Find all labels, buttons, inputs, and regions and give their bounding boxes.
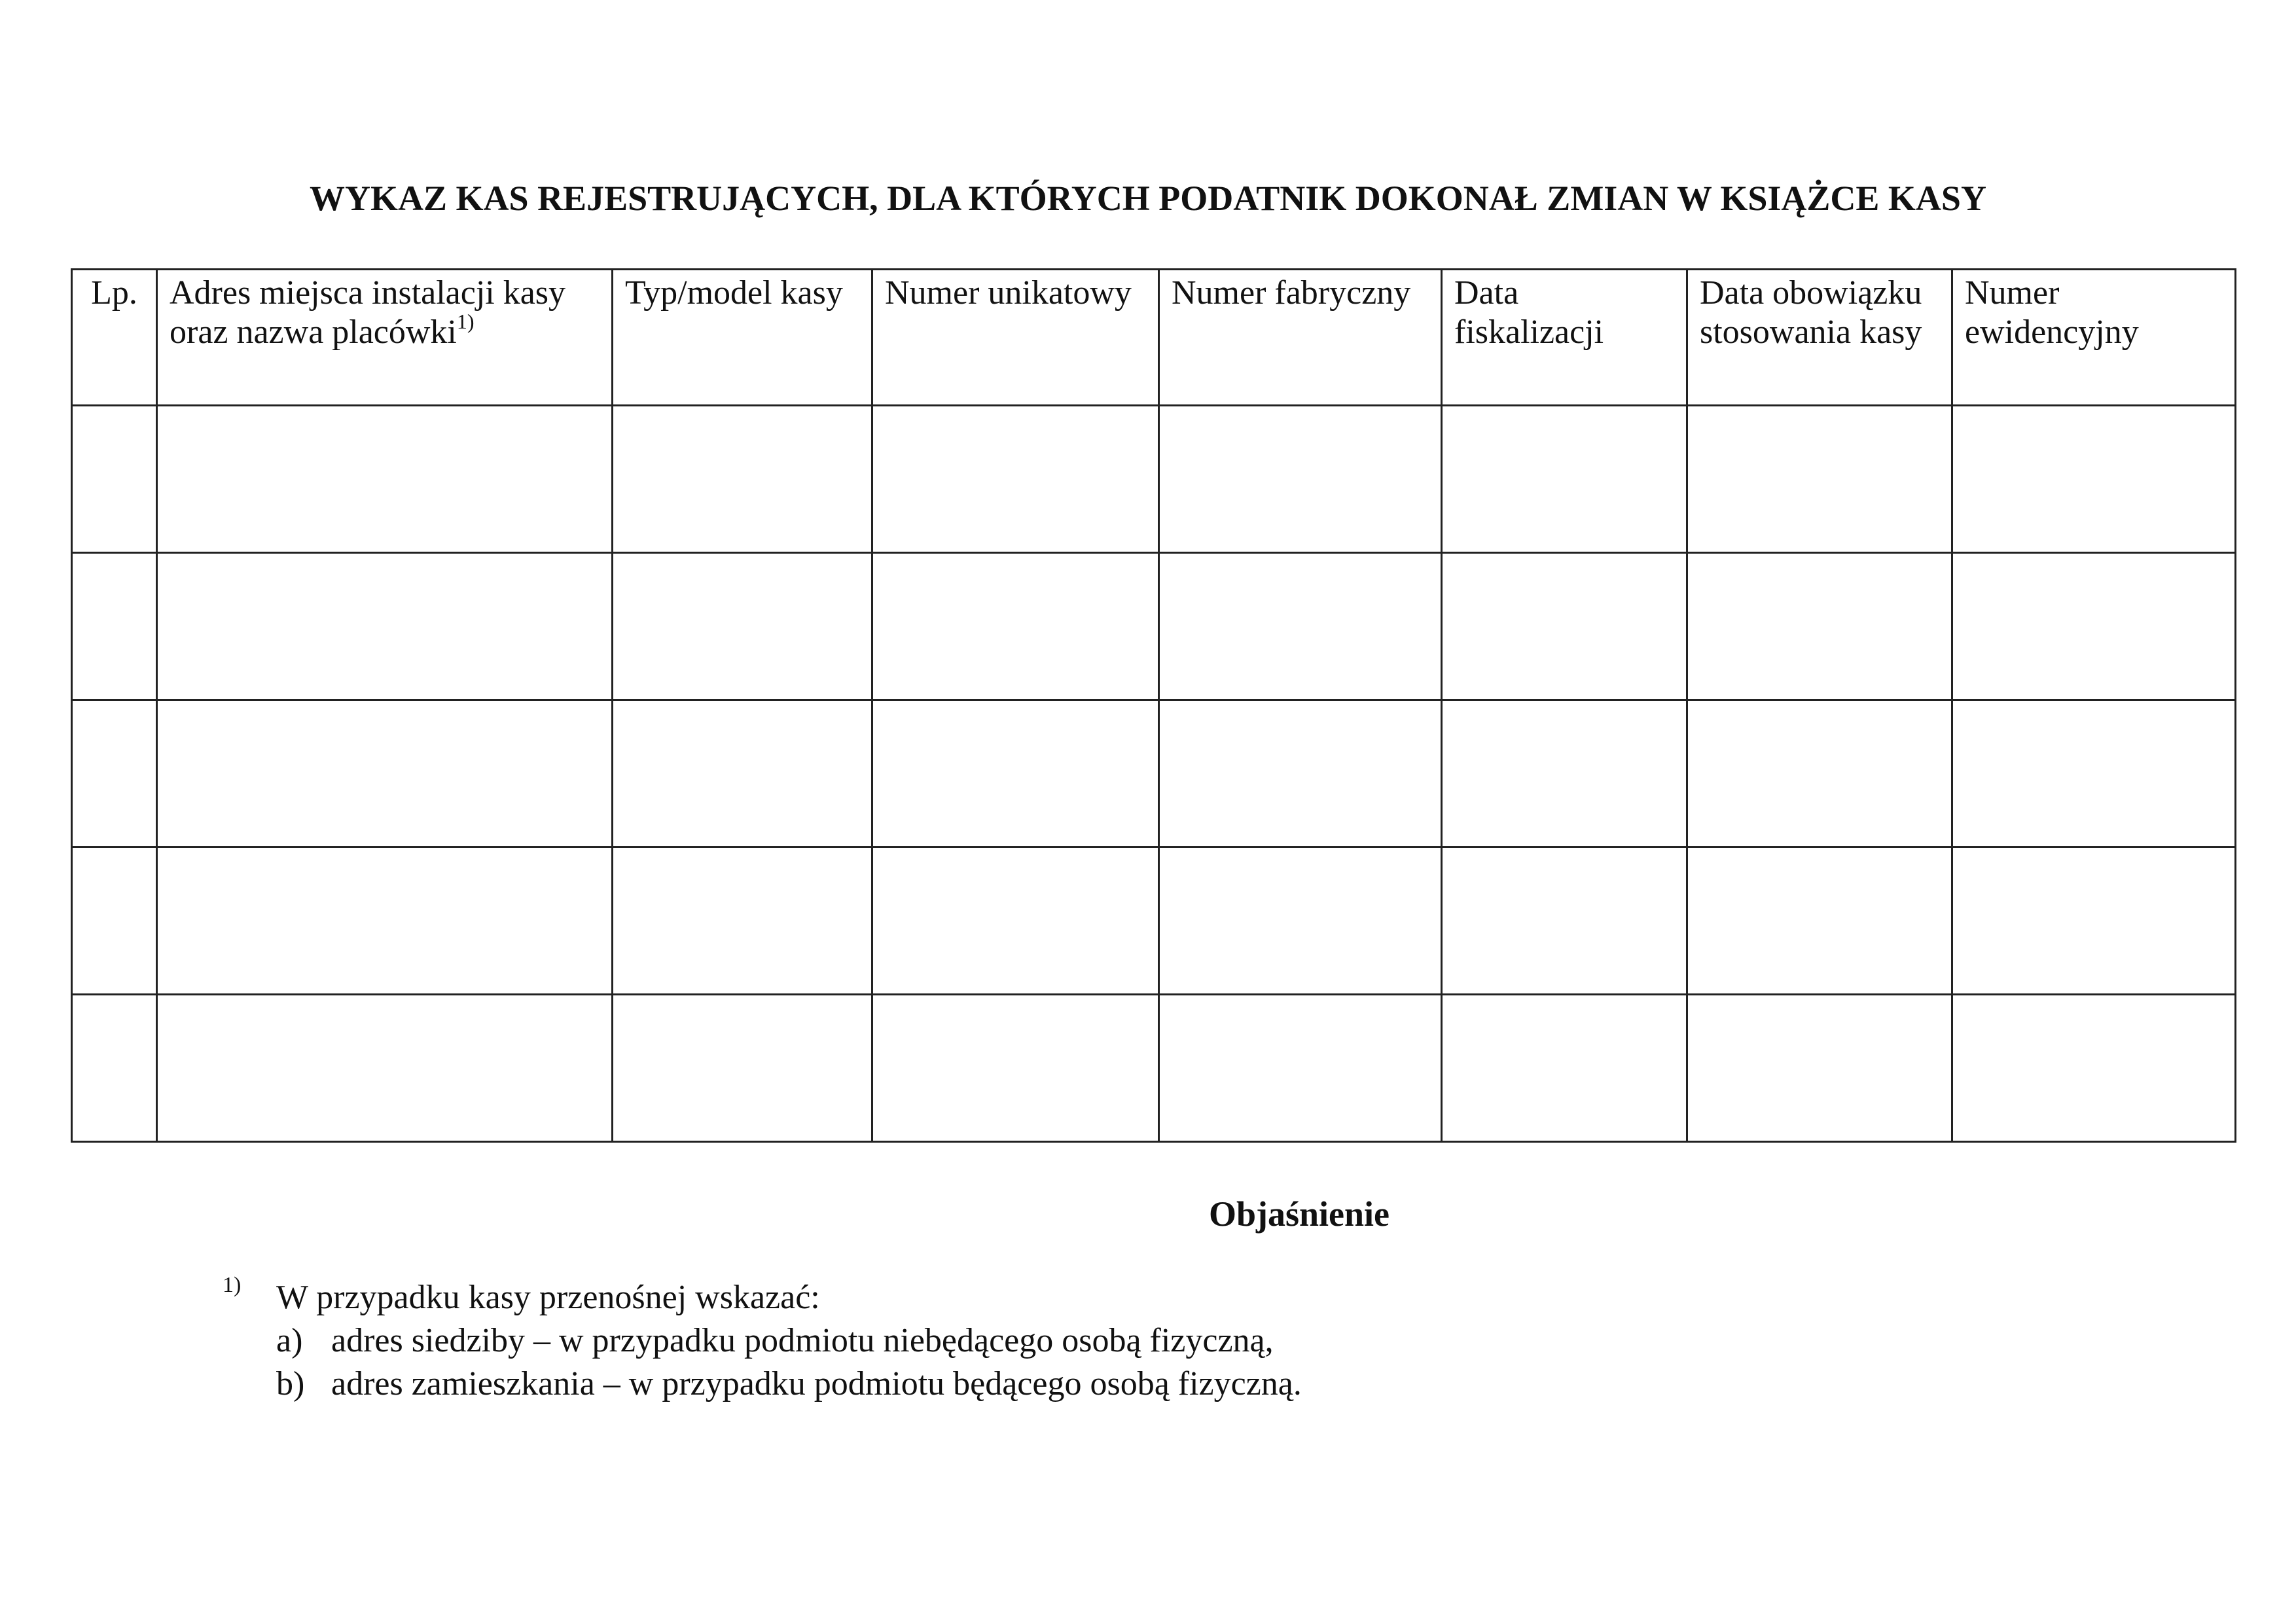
table-cell[interactable] [157, 700, 613, 847]
table-cell[interactable] [613, 553, 872, 700]
footnote-item-letter: a) [276, 1322, 303, 1359]
table-cell[interactable] [1687, 847, 1952, 995]
footnote-item-letter: b) [276, 1365, 305, 1402]
table-cell[interactable] [1952, 553, 2236, 700]
table-cell[interactable] [157, 847, 613, 995]
header-adres: Adres miejsca instalacji kasy oraz nazwa placówki$^{1)}$ [157, 270, 613, 406]
table-cell[interactable] [1442, 553, 1687, 700]
table-cell[interactable] [613, 406, 872, 553]
cash-register-table [71, 268, 2236, 1143]
table-cell[interactable] [872, 553, 1159, 700]
table-cell[interactable] [72, 700, 157, 847]
header-typ-model: Typ/model kasy [613, 270, 872, 406]
table-cell[interactable] [1159, 995, 1442, 1142]
table-cell[interactable] [1952, 406, 2236, 553]
table-cell[interactable] [872, 406, 1159, 553]
footnote-item-text: adres zamieszkania – w przypadku podmiotu będącego osobą fizyczną. [331, 1365, 1302, 1402]
table-cell[interactable] [872, 847, 1159, 995]
table-cell[interactable] [613, 700, 872, 847]
header-numer-unikatowy: Numer unikatowy [872, 270, 1159, 406]
table-cell[interactable] [72, 553, 157, 700]
header-numer-fabryczny: Numer fabryczny [1159, 270, 1442, 406]
table-cell[interactable] [1159, 847, 1442, 995]
table-cell[interactable] [1159, 406, 1442, 553]
header-data-obowiazku: Data obowiązku stosowania kasy [1687, 270, 1952, 406]
table-cell[interactable] [1442, 406, 1687, 553]
table-cell[interactable] [157, 553, 613, 700]
table-header-row [72, 270, 2236, 406]
table-cell[interactable] [1442, 995, 1687, 1142]
table-cell[interactable] [157, 406, 613, 553]
footnote-intro: W przypadku kasy przenośnej wskazać: [276, 1279, 820, 1316]
table-cell[interactable] [1159, 553, 1442, 700]
table-cell[interactable] [613, 847, 872, 995]
table-cell[interactable] [1687, 700, 1952, 847]
explanation-heading: Objaśnienie [1208, 1194, 1390, 1234]
table-cell[interactable] [1952, 995, 2236, 1142]
table-cell[interactable] [872, 700, 1159, 847]
table-cell[interactable] [1159, 700, 1442, 847]
table-cell[interactable] [1442, 700, 1687, 847]
footnote-reference: 1) [456, 310, 475, 333]
table-cell[interactable] [1952, 700, 2236, 847]
table-row [72, 700, 2236, 847]
table-cell[interactable] [1687, 406, 1952, 553]
table-cell[interactable] [72, 847, 157, 995]
header-numer-ewidencyjny: Numer ewidencyjny [1952, 270, 2236, 406]
footnote-item-b [276, 1363, 1302, 1406]
footnote-item-a [276, 1319, 1302, 1363]
table-row [72, 847, 2236, 995]
table-cell[interactable] [1687, 995, 1952, 1142]
table-cell[interactable] [157, 995, 613, 1142]
table-cell[interactable] [1952, 847, 2236, 995]
table-row [72, 553, 2236, 700]
header-data-fiskalizacji: Data fiskalizacji [1442, 270, 1687, 406]
table-cell[interactable] [613, 995, 872, 1142]
table-cell[interactable] [1687, 553, 1952, 700]
document-title: WYKAZ KAS REJESTRUJĄCYCH, DLA KTÓRYCH PODATNIK DOKONAŁ ZMIAN W KSIĄŻCE KASY [310, 179, 1986, 218]
table-cell[interactable] [72, 406, 157, 553]
table-cell[interactable] [1442, 847, 1687, 995]
footnote-body [276, 1276, 1302, 1406]
header-lp: Lp. [72, 270, 157, 406]
table-cell[interactable] [72, 995, 157, 1142]
footnote-marker: 1) [223, 1273, 242, 1297]
table-cell[interactable] [872, 995, 1159, 1142]
table-row [72, 406, 2236, 553]
footnote-item-text: adres siedziby – w przypadku podmiotu niebędącego osobą fizyczną, [331, 1322, 1274, 1359]
table-row [72, 995, 2236, 1142]
